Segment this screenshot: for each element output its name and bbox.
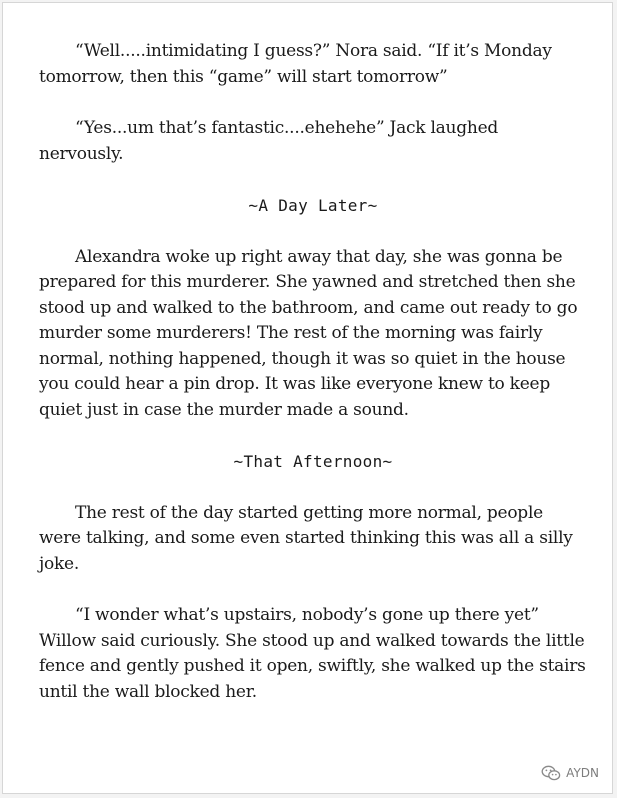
scene-break: ~That Afternoon~ [233, 452, 393, 471]
story-text [39, 39, 587, 731]
paragraph: “I wonder what’s upstairs, nobody’s gone up there yet” Willow said curiously. She stood up and walked towards the little fence and gently pushed it open, swiftly, she walked up the stairs until the wall blocked her. [39, 605, 586, 702]
watermark-text: AYDN [566, 766, 599, 780]
document-page [2, 2, 613, 794]
watermark [541, 765, 599, 781]
paragraph: Alexandra woke up right away that day, she was gonna be prepared for this murderer. She yawned and stretched then she stood up and walked to the bathroom, and came out ready to go murder some murderers! The rest of the morning was fairly normal, nothing happened, though it was so quiet in the house you could hear a pin drop. It was like everyone knew to keep quiet just in case the murder made a sound. [39, 246, 578, 420]
paragraph: The rest of the day started getting more normal, people were talking, and some even started thinking this was all a silly joke. [39, 502, 573, 574]
wechat-icon [541, 765, 561, 781]
paragraph: “Yes...um that’s fantastic....ehehehe” Jack laughed nervously. [39, 118, 499, 164]
scene-break: ~A Day Later~ [248, 196, 378, 215]
paragraph: “Well.....intimidating I guess?” Nora said. “If it’s Monday tomorrow, then this “game” will start tomorrow” [39, 41, 552, 87]
